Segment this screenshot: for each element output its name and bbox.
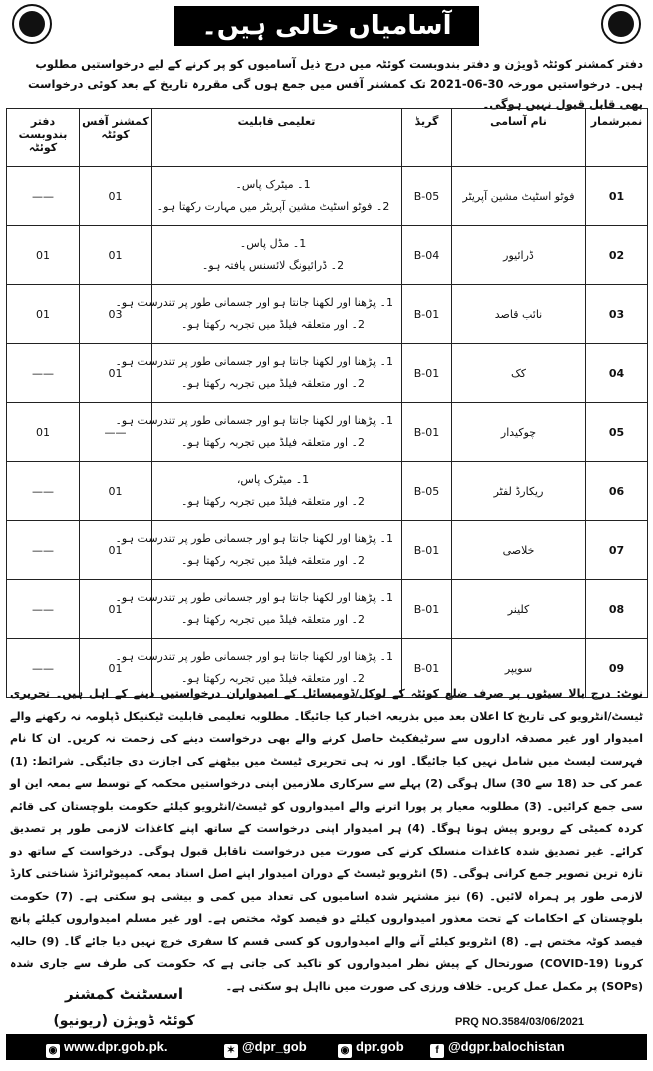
cell-serial: 05: [586, 403, 648, 462]
qualification-line: 2۔ اور متعلقہ فیلڈ میں تجربہ رکھتا ہو۔: [181, 377, 365, 390]
cell-commissioner: 01: [80, 639, 152, 698]
footer-twitter[interactable]: ✶ @dpr_gob: [224, 1039, 307, 1058]
cell-serial: 04: [586, 344, 648, 403]
qualification-line: 2۔ ڈرائیونگ لائسنس یافتہ ہو۔: [201, 259, 345, 272]
cell-post: نائب قاصد: [452, 285, 586, 344]
vacancy-table: [6, 108, 648, 698]
header-serial: نمبرشمار: [586, 109, 648, 167]
cell-grade: B-01: [402, 344, 452, 403]
cell-post: سویپر: [452, 639, 586, 698]
intro-text: دفتر کمشنر کوئٹہ ڈویژن و دفتر بندوبست کوئٹہ میں درج ذیل آسامیوں کو پر کرنے کے لیے درخواستیں مطلوب ہیں۔ درخواستیں مورخہ 30-06-2021 تک کمشنر آفس میں جمع ہوں گی مقررہ تاریخ کے بعد کوئی درخواست بھی قابل قبول نہیں ہوگی۔: [27, 57, 643, 111]
cell-post: فوٹو اسٹیٹ مشین آپریٹر: [452, 167, 586, 226]
emblem-right-icon: [601, 4, 641, 44]
cell-commissioner: 01: [80, 344, 152, 403]
table-row: [7, 226, 648, 285]
cell-serial: 02: [586, 226, 648, 285]
cell-commissioner: 01: [80, 521, 152, 580]
qualification-line: 1۔ میٹرک پاس،: [236, 473, 310, 486]
cell-serial: 06: [586, 462, 648, 521]
cell-settlement: ——: [7, 580, 80, 639]
cell-serial: 08: [586, 580, 648, 639]
cell-commissioner: 03: [80, 285, 152, 344]
cell-post: چوکیدار: [452, 403, 586, 462]
prq-number: PRQ NO.3584/03/06/2021: [455, 1016, 585, 1028]
cell-serial: 01: [586, 167, 648, 226]
qualification-line: 2۔ اور متعلقہ فیلڈ میں تجربہ رکھتا ہو۔: [181, 318, 365, 331]
qualification-line: 1۔ مڈل پاس۔: [239, 237, 307, 250]
facebook-icon: f: [430, 1044, 444, 1058]
footer-bar: [6, 1034, 647, 1060]
cell-grade: B-01: [402, 403, 452, 462]
cell-grade: B-01: [402, 285, 452, 344]
cell-post: کلینر: [452, 580, 586, 639]
cell-qualification: [152, 226, 402, 285]
cell-post: کک: [452, 344, 586, 403]
footer-instagram[interactable]: ◉ dpr.gob: [338, 1039, 404, 1058]
qualification-line: 1۔ پڑھنا اور لکھنا جانتا ہو اور جسمانی طور پر تندرست ہو۔: [115, 532, 393, 545]
cell-settlement: ——: [7, 167, 80, 226]
cell-grade: B-05: [402, 462, 452, 521]
cell-settlement: ——: [7, 521, 80, 580]
note-text: نوٹ: درج بالا سیٹوں پر صرف ضلع کوئٹہ کے لوکل/ڈومیسائل کے امیدواران درخواستیں دینے کے اہل ہیں۔ تحریری ٹیسٹ/انٹرویو کی تاریخ کا اعلان بعد میں بذریعہ اخبار کیا جائیگا۔ مطلوبہ تعلیمی قابلیت ٹیکنیکل ڈپلومہ نہ رکھنے والے امیدوار اور غیر مصدقہ اداروں سے سرٹیفکیٹ حاصل کرنے والے بھی درخواست دینے کی زحمت نہ کریں۔ ان کا نام فہرست لیسٹ میں شامل نہیں کیا جائیگا۔ اور نہ ہی تحریری ٹیسٹ میں بیٹھنے کی اجازت دی جائیگی۔ شرائط: (1) عمر کی حد (18 سے 30) سال ہوگی (2) پہلے سے سرکاری ملازمین اپنی درخواستیں محکمہ کے توسط سے بمعہ این او سی جمع کرائیں۔ (3) مطلوبہ معیار پر پورا اترنے والے امیدواروں کو ٹیسٹ/انٹرویو کیلئے حکومت بلوچستان کی قائم کردہ کمیٹی کے روبرو پیش ہونا ہوگا۔ (4) ہر امیدوار اپنی درخواست کے ساتھ اپنے کاغذات لازمی طور پر تصدیق کرائے۔ غیر تصدیق شدہ کاغذات منسلک کرنے کی صورت میں درخواست ناقابل قبول ہوگی۔ درخواست کے ساتھ دو تازہ ترین تصویر جمع کرانی ہوگی۔ (5) انٹرویو ٹیسٹ کے دوران امیدوار اپنے اصل اسناد بمعہ کمپیوٹرائزڈ شناختی کارڈ لازمی طور پر ہمراہ لائیں۔ (6) نیز مشتہر شدہ اسامیوں کی تعداد میں کمی و بیشی ہو سکتی ہے۔ (7) حکومت بلوچستان کے احکامات کے تحت معذور امیدواروں کیلئے دو فیصد کوٹہ مختص ہے۔ اور غیر مسلم امیدواروں کیلئے پانچ فیصد کوٹہ مختص ہے۔ (8) انٹرویو کیلئے آنے والے امیدواروں کو کسی قسم کا سفری خرچ نہیں دیا جائے گا۔ (9) حالیہ کرونا (COVID-19) صورتحال کے پیش نظر امیدواروں کو تاکید کی جاتی ہے کہ حکومت کی طرف سے جاری شدہ (SOPs) پر مکمل عمل کریں۔ خلاف ورزی کی صورت میں نااہل ہو سکتی ہے۔: [10, 687, 644, 993]
cell-settlement: 01: [7, 226, 80, 285]
cell-serial: 09: [586, 639, 648, 698]
cell-post: خلاصی: [452, 521, 586, 580]
table-header-row: [7, 109, 648, 167]
cell-qualification: [152, 462, 402, 521]
cell-grade: B-01: [402, 521, 452, 580]
emblem-left-icon: [12, 4, 52, 44]
cell-post: ریکارڈ لفٹر: [452, 462, 586, 521]
cell-commissioner: 01: [80, 580, 152, 639]
header-grade: گریڈ: [402, 109, 452, 167]
qualification-line: 2۔ اور متعلقہ فیلڈ میں تجربہ رکھتا ہو۔: [181, 495, 365, 508]
header-post: نام آسامی: [452, 109, 586, 167]
table-row: [7, 285, 648, 344]
footer-facebook[interactable]: f @dgpr.balochistan: [430, 1039, 565, 1058]
signature-block: [24, 985, 224, 1029]
instagram-icon: ◉: [338, 1044, 352, 1058]
table-row: [7, 580, 648, 639]
table-row: [7, 521, 648, 580]
cell-commissioner: 01: [80, 167, 152, 226]
globe-icon: ◉: [46, 1044, 60, 1058]
qualification-line: 2۔ اور متعلقہ فیلڈ میں تجربہ رکھتا ہو۔: [181, 554, 365, 567]
table-row: [7, 403, 648, 462]
qualification-line: 2۔ اور متعلقہ فیلڈ میں تجربہ رکھتا ہو۔: [181, 436, 365, 449]
cell-settlement: ——: [7, 639, 80, 698]
cell-serial: 07: [586, 521, 648, 580]
cell-settlement: 01: [7, 285, 80, 344]
cell-commissioner: 01: [80, 226, 152, 285]
signature-title: اسسٹنٹ کمشنر: [64, 985, 183, 1003]
qualification-line: 1۔ پڑھنا اور لکھنا جانتا ہو اور جسمانی طور پر تندرست ہو۔: [115, 296, 393, 309]
header: [4, 4, 649, 52]
cell-qualification: [115, 403, 402, 462]
page-title: آسامیاں خالی ہیں۔: [174, 6, 479, 46]
twitter-icon: ✶: [224, 1044, 238, 1058]
qualification-line: 2۔ فوٹو اسٹیٹ مشین آپریٹر میں مہارت رکھتا ہو۔: [156, 200, 390, 213]
cell-settlement: ——: [7, 344, 80, 403]
qualification-line: 1۔ میٹرک پاس۔: [235, 178, 311, 191]
qualification-line: 1۔ پڑھنا اور لکھنا جانتا ہو اور جسمانی طور پر تندرست ہو۔: [115, 591, 393, 604]
cell-serial: 03: [586, 285, 648, 344]
cell-commissioner: ——: [80, 403, 152, 462]
cell-commissioner: 01: [80, 462, 152, 521]
qualification-line: 1۔ پڑھنا اور لکھنا جانتا ہو اور جسمانی طور پر تندرست ہو۔: [115, 355, 393, 368]
footer-website[interactable]: ◉ www.dpr.gob.pk.: [46, 1039, 168, 1058]
signature-office: (ریونیو) کوئٹہ ڈویژن: [53, 1013, 195, 1029]
cell-settlement: ——: [7, 462, 80, 521]
header-settlement: دفتر بندوبست کوئٹہ: [7, 109, 80, 167]
qualification-line: 2۔ اور متعلقہ فیلڈ میں تجربہ رکھتا ہو۔: [181, 672, 365, 685]
cell-post: ڈرائیور: [452, 226, 586, 285]
cell-grade: B-04: [402, 226, 452, 285]
cell-grade: B-05: [402, 167, 452, 226]
qualification-line: 2۔ اور متعلقہ فیلڈ میں تجربہ رکھتا ہو۔: [181, 613, 365, 626]
header-commissioner: کمشنر آفس کوئٹہ: [80, 109, 152, 167]
table-row: [7, 167, 648, 226]
table-row: [7, 462, 648, 521]
qualification-line: 1۔ پڑھنا اور لکھنا جانتا ہو اور جسمانی طور پر تندرست ہو۔: [115, 414, 393, 427]
header-qualification: تعلیمی قابلیت: [152, 109, 402, 167]
qualification-line: 1۔ پڑھنا اور لکھنا جانتا ہو اور جسمانی طور پر تندرست ہو۔: [115, 650, 393, 663]
cell-grade: B-01: [402, 580, 452, 639]
cell-settlement: 01: [7, 403, 80, 462]
cell-grade: B-01: [402, 639, 452, 698]
cell-qualification: [152, 167, 402, 226]
table-row: [7, 344, 648, 403]
